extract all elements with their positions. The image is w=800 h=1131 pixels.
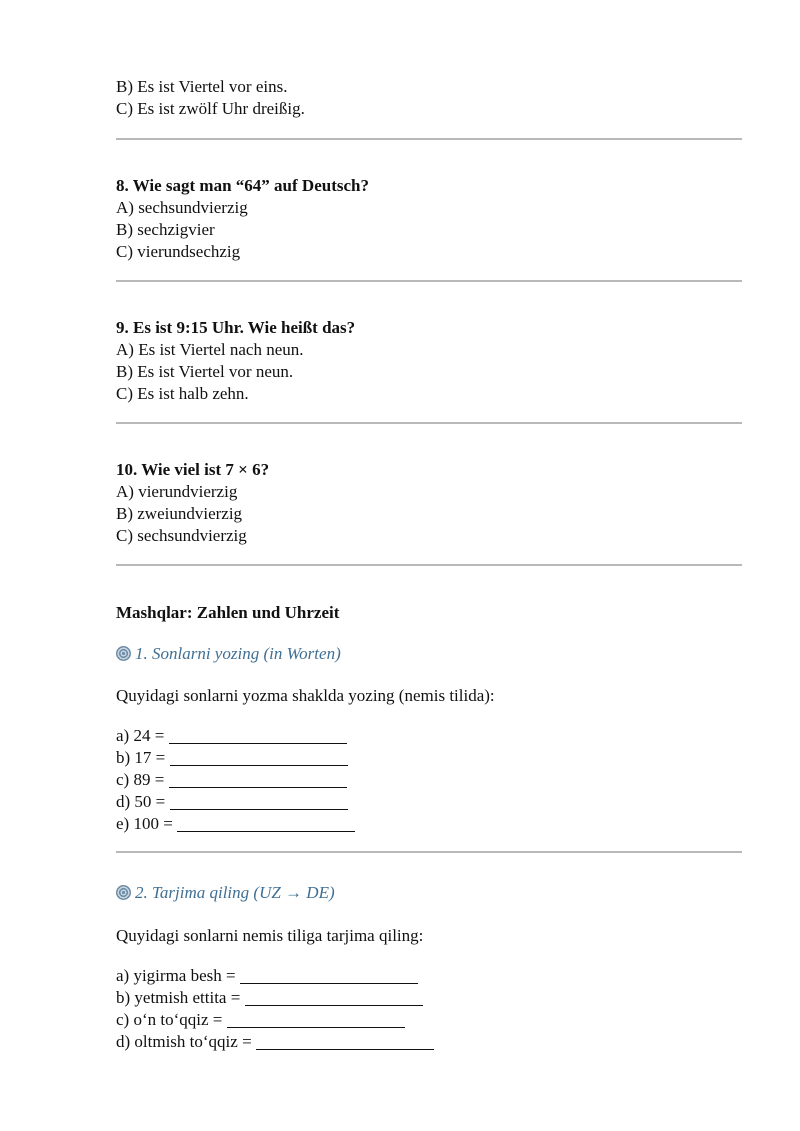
exercise-2-title [116, 882, 335, 904]
item-label: b) 17 = [116, 748, 166, 767]
answer-blank[interactable] [177, 815, 355, 832]
divider [116, 138, 742, 140]
answer-blank[interactable] [170, 749, 348, 766]
exercise-1-item [116, 747, 348, 769]
exercise-1-item [116, 769, 347, 791]
q8-question: 8. Wie sagt man “64” auf Deutsch? [116, 176, 369, 195]
exercise-2-item [116, 1031, 434, 1053]
spiral-bullet-icon [116, 646, 131, 661]
divider [116, 564, 742, 566]
exercise-1-item [116, 725, 347, 747]
exercise-1-instruction: Quyidagi sonlarni yozma shaklda yozing (nemis tilida): [116, 686, 495, 705]
item-label: c) 89 = [116, 770, 165, 789]
answer-blank[interactable] [227, 1011, 405, 1028]
q10-question: 10. Wie viel ist 7 × 6? [116, 460, 270, 479]
q9-question: 9. Es ist 9:15 Uhr. Wie heißt das? [116, 318, 356, 337]
q8-option-c: C) vierundsechzig [116, 242, 241, 261]
exercise-2-item [116, 987, 423, 1009]
divider [116, 422, 742, 424]
answer-blank[interactable] [240, 967, 418, 984]
q10-option-b: B) zweiundvierzig [116, 504, 243, 523]
exercise-1-item [116, 813, 355, 835]
exercises-title: Mashqlar: Zahlen und Uhrzeit [116, 603, 340, 622]
exercise-2-item [116, 965, 418, 987]
q7-option-b: B) Es ist Viertel vor eins. [116, 77, 288, 96]
q8-option-a: A) sechsundvierzig [116, 198, 248, 217]
q8-option-b: B) sechzigvier [116, 220, 215, 239]
item-label: c) o‘n to‘qqiz = [116, 1010, 223, 1029]
q7-option-c: C) Es ist zwölf Uhr dreißig. [116, 99, 305, 118]
answer-blank[interactable] [170, 793, 348, 810]
exercise-1-item [116, 791, 348, 813]
divider [116, 851, 742, 853]
item-label: d) oltmish to‘qqiz = [116, 1032, 252, 1051]
divider [116, 280, 742, 282]
q9-option-a: A) Es ist Viertel nach neun. [116, 340, 304, 359]
exercise-1-title-text: 1. Sonlarni yozing (in Worten) [135, 644, 341, 663]
exercise-1-title [116, 643, 341, 665]
q9-option-b: B) Es ist Viertel vor neun. [116, 362, 294, 381]
exercise-2-instruction: Quyidagi sonlarni nemis tiliga tarjima qiling: [116, 926, 424, 945]
item-label: d) 50 = [116, 792, 166, 811]
item-label: a) yigirma besh = [116, 966, 236, 985]
q10-option-a: A) vierundvierzig [116, 482, 238, 501]
q10-option-c: C) sechsundvierzig [116, 526, 247, 545]
item-label: b) yetmish ettita = [116, 988, 241, 1007]
answer-blank[interactable] [256, 1033, 434, 1050]
spiral-bullet-icon [116, 885, 131, 900]
item-label: e) 100 = [116, 814, 173, 833]
q9-option-c: C) Es ist halb zehn. [116, 384, 249, 403]
exercise-2-item [116, 1009, 405, 1031]
item-label: a) 24 = [116, 726, 165, 745]
answer-blank[interactable] [245, 989, 423, 1006]
answer-blank[interactable] [169, 771, 347, 788]
answer-blank[interactable] [169, 727, 347, 744]
exercise-2-title-text: 2. Tarjima qiling (UZ → DE) [135, 883, 335, 902]
